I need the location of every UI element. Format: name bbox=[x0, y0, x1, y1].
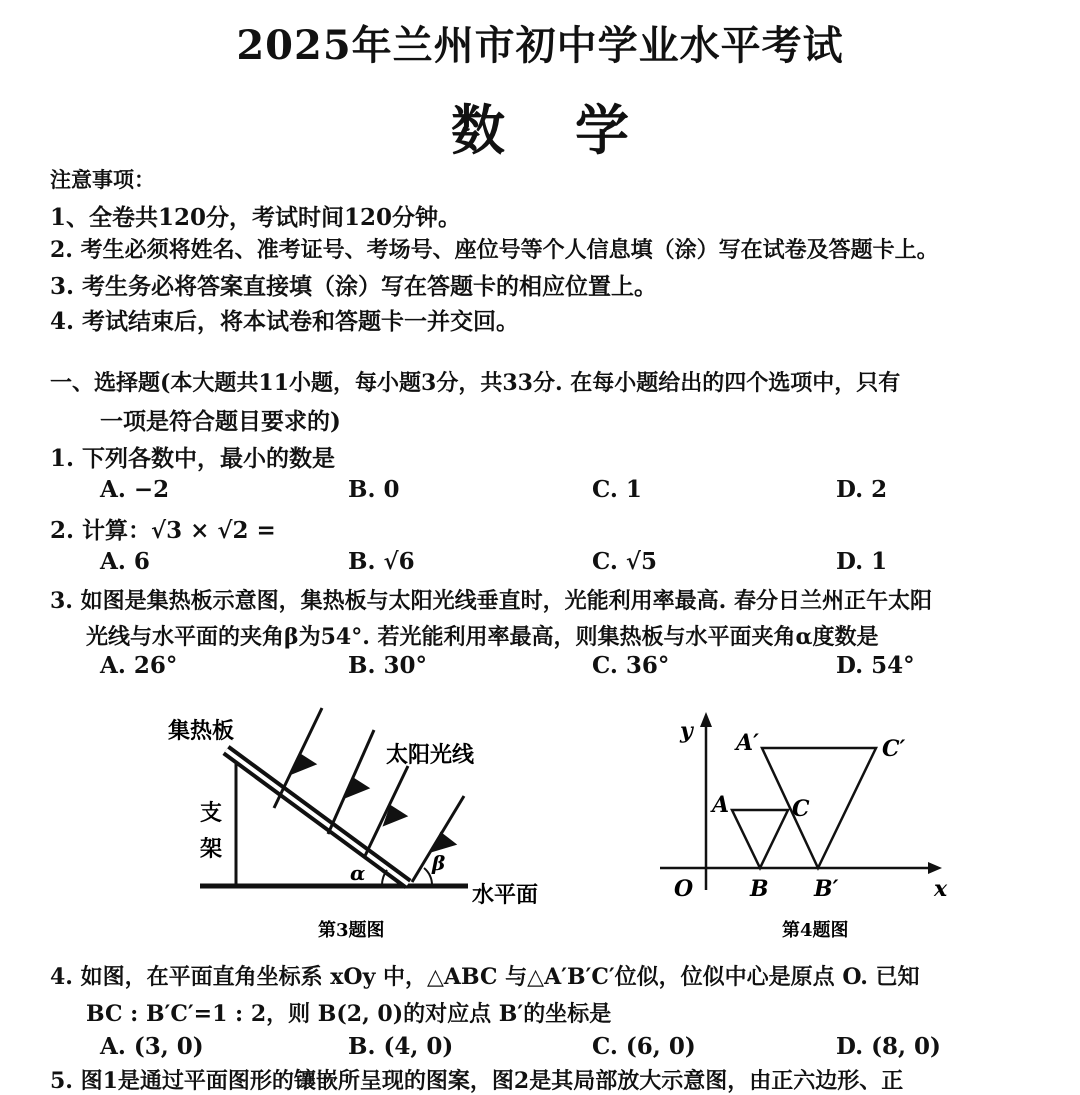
figure-4-diagram bbox=[650, 700, 960, 950]
question-4-option-d: D. (8, 0) bbox=[836, 1033, 941, 1060]
question-2-option-d: D. 1 bbox=[836, 548, 888, 575]
question-1-option-d: D. 2 bbox=[836, 476, 888, 503]
question-4-stem-line1: 4. 如图，在平面直角坐标系 xOy 中，△ABC 与△A′B′C′位似，位似中心是原点 O. 已知 bbox=[50, 964, 920, 990]
support-label-1: 支 bbox=[200, 800, 223, 826]
figure-3-diagram bbox=[150, 700, 590, 950]
point-b-label: B bbox=[750, 876, 769, 902]
point-a-label: A bbox=[712, 792, 730, 818]
figure-4-caption: 第4题图 bbox=[782, 920, 849, 941]
question-1-option-b: B. 0 bbox=[348, 476, 400, 503]
y-axis-label: y bbox=[680, 718, 693, 744]
question-2-option-b: B. √6 bbox=[348, 548, 415, 575]
exam-title: 2025年兰州市初中学业水平考试 bbox=[236, 22, 844, 69]
subject-title: 数学 bbox=[451, 98, 699, 162]
y-axis-arrow bbox=[700, 712, 712, 727]
board-label: 集热板 bbox=[168, 718, 235, 744]
support-label-2: 架 bbox=[200, 836, 223, 862]
section1-intro-line2: 一项是符合题目要求的) bbox=[100, 408, 341, 435]
point-c-label: C bbox=[792, 796, 810, 822]
triangle-abc bbox=[732, 810, 788, 868]
question-3-option-a: A. 26° bbox=[100, 652, 178, 679]
x-axis-label: x bbox=[934, 876, 948, 902]
question-1-option-c: C. 1 bbox=[592, 476, 642, 503]
notes-heading: 注意事项： bbox=[50, 167, 155, 192]
point-a-prime-label: A′ bbox=[736, 730, 759, 756]
sunlight-label: 太阳光线 bbox=[386, 742, 475, 768]
question-2-stem: 2. 计算：√3 × √2 = bbox=[50, 517, 276, 544]
point-b-prime-label: B′ bbox=[814, 876, 839, 902]
figure-3-caption: 第3题图 bbox=[318, 920, 385, 941]
question-4-option-b: B. (4, 0) bbox=[348, 1033, 454, 1060]
question-3-option-d: D. 54° bbox=[836, 652, 915, 679]
question-1-option-a: A. −2 bbox=[100, 476, 170, 503]
triangle-a-prime-b-prime-c-prime bbox=[762, 748, 876, 868]
note-item-3: 3. 考生务必将答案直接填（涂）写在答题卡的相应位置上。 bbox=[50, 273, 658, 300]
question-2-option-a: A. 6 bbox=[100, 548, 150, 575]
note-item-1: 1、全卷共120分，考试时间120分钟。 bbox=[50, 204, 462, 231]
question-5-stem: 5. 图1是通过平面图形的镶嵌所呈现的图案，图2是其局部放大示意图，由正六边形、正 bbox=[50, 1068, 904, 1094]
origin-label: O bbox=[674, 876, 694, 902]
question-4-option-a: A. (3, 0) bbox=[100, 1033, 204, 1060]
ground-label: 水平面 bbox=[472, 882, 539, 908]
question-3-option-c: C. 36° bbox=[592, 652, 670, 679]
question-4-stem-line2: BC : B′C′=1 : 2，则 B(2, 0)的对应点 B′的坐标是 bbox=[86, 1001, 612, 1027]
beta-arc bbox=[424, 868, 432, 886]
point-c-prime-label: C′ bbox=[882, 736, 906, 762]
sun-ray-4-arrow bbox=[434, 834, 454, 850]
alpha-label: α bbox=[350, 861, 366, 885]
question-3-stem-line2: 光线与水平面的夹角β为54°. 若光能利用率最高，则集热板与水平面夹角α度数是 bbox=[86, 624, 879, 650]
question-3-option-b: B. 30° bbox=[348, 652, 427, 679]
question-4-option-c: C. (6, 0) bbox=[592, 1033, 696, 1060]
question-2-option-c: C. √5 bbox=[592, 548, 658, 575]
note-item-2: 2. 考生必须将姓名、准考证号、考场号、座位号等个人信息填（涂）写在试卷及答题卡上。 bbox=[50, 237, 939, 263]
question-3-stem-line1: 3. 如图是集热板示意图，集热板与太阳光线垂直时，光能利用率最高. 春分日兰州正午太阳 bbox=[50, 588, 932, 614]
note-item-4: 4. 考试结束后，将本试卷和答题卡一并交回。 bbox=[50, 308, 520, 335]
question-1-stem: 1. 下列各数中，最小的数是 bbox=[50, 445, 336, 472]
beta-label: β bbox=[432, 851, 446, 875]
x-axis-arrow bbox=[928, 862, 942, 874]
section1-intro-line1: 一、选择题(本大题共11小题，每小题3分，共33分. 在每小题给出的四个选项中，只有 bbox=[50, 370, 901, 396]
collector-board-highlight bbox=[226, 750, 408, 884]
